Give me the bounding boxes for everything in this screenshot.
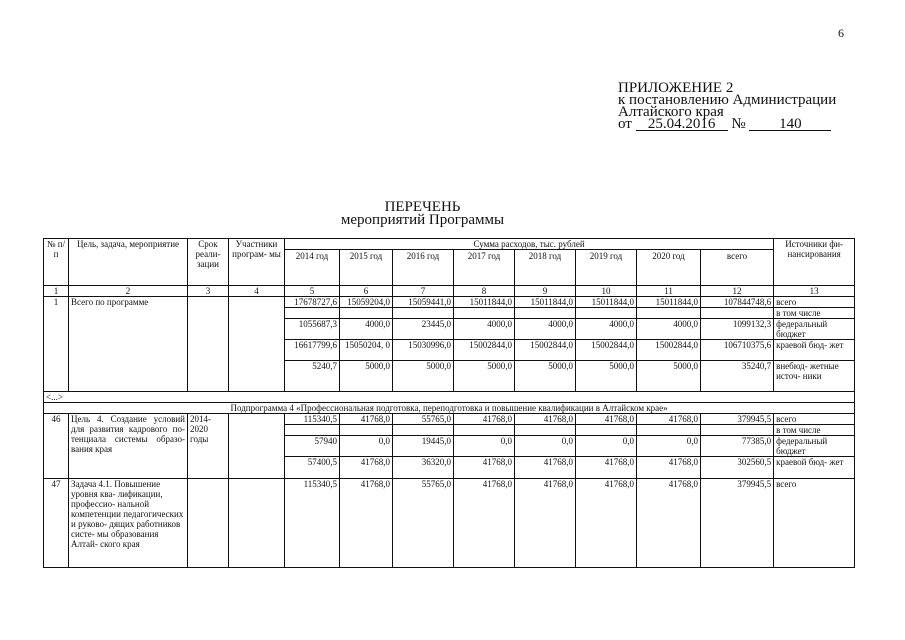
header-year: 2014 год [285,250,340,286]
col-number: 3 [188,286,229,297]
value-cell [285,425,340,436]
source-cell: краевой бюд- жет [774,457,855,479]
value-cell: 15030996,0 [393,340,454,361]
value-cell: 41768,0 [515,457,576,479]
value-cell [701,425,774,436]
value-cell: 41768,0 [515,479,576,568]
value-cell: 107844748,6 [701,297,774,308]
value-cell: 57940 [285,436,340,457]
row-num: 47 [44,479,69,568]
col-number: 1 [44,286,69,297]
row-term [188,297,229,392]
value-cell: 36320,0 [393,457,454,479]
row-name: Цель 4. Создание условий для развития кадрового по- тенциала системы образо- вания края [69,414,188,479]
appendix-block [618,82,836,131]
value-cell: 41768,0 [454,479,515,568]
value-cell: 5000,0 [576,361,637,392]
value-cell: 5000,0 [393,361,454,392]
row-term [188,479,229,568]
value-cell: 4000,0 [637,319,701,340]
ellipsis: <...> [44,392,855,403]
value-cell: 15011844,0 [454,297,515,308]
value-cell: 16617799,6 [285,340,340,361]
date-prefix: от [618,116,632,132]
value-cell: 41768,0 [340,479,393,568]
value-cell: 4000,0 [515,319,576,340]
value-cell: 379945,5 [701,479,774,568]
source-cell: всего [774,479,855,568]
appendix-title: ПРИЛОЖЕНИЕ 2 [618,80,734,96]
appendix-line2: к постановлению Администрации [618,92,837,108]
value-cell: 15050204, 0 [340,340,393,361]
value-cell: 1055687,3 [285,319,340,340]
value-cell [637,425,701,436]
value-cell: 23445,0 [393,319,454,340]
col-number: 13 [774,286,855,297]
value-cell: 4000,0 [576,319,637,340]
number-sign: № [731,116,746,132]
source-cell: внебюд- жетные источ- ники [774,361,855,392]
ellipsis-row [44,392,855,403]
col-number: 11 [637,286,701,297]
value-cell: 379945,5 [701,414,774,425]
value-cell: 0,0 [515,436,576,457]
value-cell: 15011844,0 [576,297,637,308]
row-term: 2014- 2020 годы [188,414,229,479]
value-cell: 5000,0 [637,361,701,392]
value-cell: 5000,0 [340,361,393,392]
row-num: 1 [44,297,69,392]
value-cell: 41768,0 [637,457,701,479]
value-cell [285,308,340,319]
value-cell: 1099132,3 [701,319,774,340]
source-cell: всего [774,297,855,308]
value-cell: 5000,0 [454,361,515,392]
value-cell: 302560,5 [701,457,774,479]
header-year: всего [701,250,774,286]
value-cell [454,425,515,436]
col-number: 8 [454,286,515,297]
value-cell: 0,0 [340,436,393,457]
value-cell: 77385,0 [701,436,774,457]
value-cell [576,308,637,319]
header-row [44,239,855,250]
subprogram-row [44,403,855,414]
appendix-line3: Алтайского края [618,104,724,120]
appendix-date-line [618,118,836,131]
value-cell: 41768,0 [340,414,393,425]
header-participants: Участники програм- мы [229,239,285,286]
value-cell: 41768,0 [576,479,637,568]
column-numbers-row [44,286,855,297]
value-cell: 4000,0 [454,319,515,340]
value-cell: 17678727,6 [285,297,340,308]
value-cell [515,308,576,319]
row-participants [229,479,285,568]
col-number: 5 [285,286,340,297]
value-cell: 57400,5 [285,457,340,479]
document-subtitle: мероприятий Программы [340,212,505,228]
value-cell [701,308,774,319]
value-cell: 15059441,0 [393,297,454,308]
value-cell: 106710375,6 [701,340,774,361]
col-number: 9 [515,286,576,297]
header-term: Срок реали- зации [188,239,229,286]
number-value: 140 [749,118,831,131]
document-title: ПЕРЕЧЕНЬ [384,199,461,215]
value-cell [515,425,576,436]
value-cell [454,308,515,319]
value-cell: 15002844,0 [637,340,701,361]
value-cell: 0,0 [637,436,701,457]
value-cell: 15011844,0 [637,297,701,308]
col-number: 10 [576,286,637,297]
value-cell: 41768,0 [454,457,515,479]
measures-table [43,238,855,568]
header-year: 2018 год [515,250,576,286]
date-value: 25.04.2016 [636,118,728,131]
value-cell: 5000,0 [515,361,576,392]
value-cell: 115340,5 [285,414,340,425]
col-number: 12 [701,286,774,297]
value-cell: 0,0 [454,436,515,457]
value-cell: 55765,0 [393,414,454,425]
col-number: 7 [393,286,454,297]
source-cell: федеральный бюджет [774,436,855,457]
value-cell: 5240,7 [285,361,340,392]
col-number: 2 [69,286,188,297]
col-number: 4 [229,286,285,297]
source-cell: краевой бюд- жет [774,340,855,361]
header-num: № п/п [44,239,69,286]
row-participants [229,414,285,479]
header-goal: Цель, задача, мероприятие [69,239,188,286]
header-costs: Сумма расходов, тыс. рублей [285,239,774,250]
value-cell: 41768,0 [637,414,701,425]
value-cell [637,308,701,319]
value-cell [340,425,393,436]
value-cell: 41768,0 [576,414,637,425]
value-cell: 15002844,0 [454,340,515,361]
value-cell: 41768,0 [340,457,393,479]
header-sources: Источники фи- нансирования [774,239,855,286]
value-cell [393,308,454,319]
value-cell: 15011844,0 [515,297,576,308]
subprogram-title: Подпрограмма 4 «Профессиональная подготовка, переподготовка и повышение квалификации в Алтайском крае» [44,403,855,414]
value-cell: 41768,0 [515,414,576,425]
source-cell: всего [774,414,855,425]
col-number: 6 [340,286,393,297]
value-cell: 115340,5 [285,479,340,568]
header-year: 2015 год [340,250,393,286]
row-name: Задача 4.1. Повышение уровня ква- лификации, профессио- нальной компетенции педагогических и руково- дящих работников систе- мы образования Алтай- ского края [69,479,188,568]
source-cell: федеральный бюджет [774,319,855,340]
table-row [44,297,855,308]
value-cell: 15002844,0 [515,340,576,361]
value-cell: 4000,0 [340,319,393,340]
value-cell [340,308,393,319]
row-participants [229,297,285,392]
table-row [44,479,855,568]
value-cell: 35240,7 [701,361,774,392]
value-cell [393,425,454,436]
row-num: 46 [44,414,69,479]
value-cell: 19445,0 [393,436,454,457]
value-cell: 55765,0 [393,479,454,568]
row-name: Всего по программе [69,297,188,392]
table-row [44,414,855,425]
header-year: 2016 год [393,250,454,286]
page-number: 6 [838,26,844,40]
source-cell: в том числе [774,425,855,436]
value-cell: 15002844,0 [576,340,637,361]
value-cell: 41768,0 [576,457,637,479]
value-cell [576,425,637,436]
value-cell: 0,0 [576,436,637,457]
header-year: 2020 год [637,250,701,286]
value-cell: 41768,0 [637,479,701,568]
source-cell: в том числе [774,308,855,319]
header-year: 2019 год [576,250,637,286]
value-cell: 15059204,0 [340,297,393,308]
value-cell: 41768,0 [454,414,515,425]
header-year: 2017 год [454,250,515,286]
